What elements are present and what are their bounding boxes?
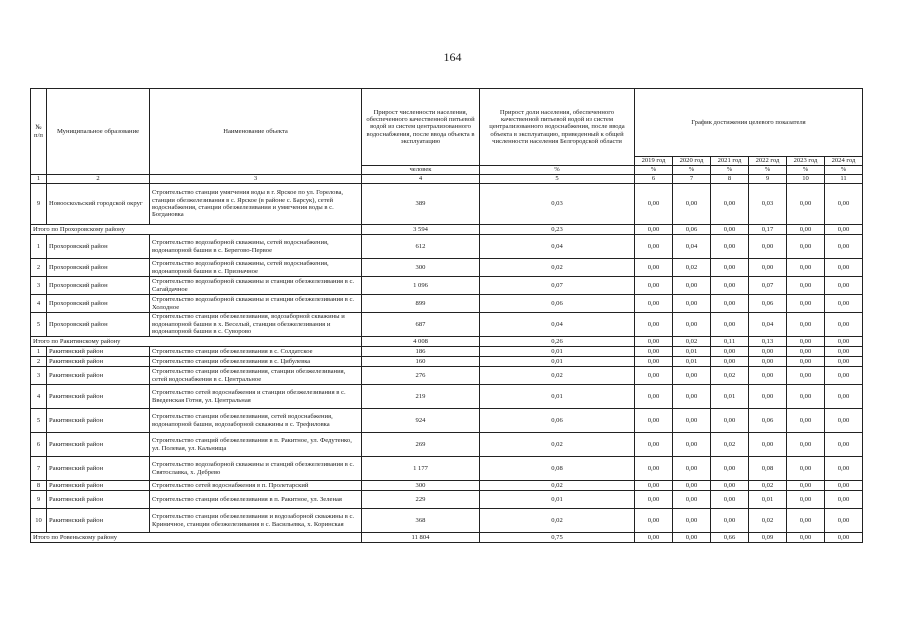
row-year-value: 0,00 xyxy=(825,259,863,277)
row-year-value: 0,00 xyxy=(787,367,825,385)
row-number: 7 xyxy=(31,457,47,481)
row-year-value: 0,00 xyxy=(673,457,711,481)
row-share-growth: 0,04 xyxy=(480,235,635,259)
table-row xyxy=(31,295,863,313)
row-object-name: Строительство сетей водоснабжения и станции обезжелезивания в с. Введенская Готня, ул. Центральная xyxy=(150,385,362,409)
row-year-value: 0,00 xyxy=(635,295,673,313)
row-population-growth: 276 xyxy=(362,367,480,385)
row-population-growth: 269 xyxy=(362,433,480,457)
row-share-growth: 0,01 xyxy=(480,385,635,409)
row-year-value: 0,00 xyxy=(635,491,673,509)
row-year-value: 0,00 xyxy=(673,385,711,409)
table-row xyxy=(31,235,863,259)
row-number: 5 xyxy=(31,409,47,433)
row-year-value: 0,00 xyxy=(825,225,863,235)
header-year-unit: % xyxy=(673,166,711,175)
row-municipality: Ракитянский район xyxy=(47,433,150,457)
row-municipality: Ракитянский район xyxy=(47,509,150,533)
row-year-value: 0,00 xyxy=(825,481,863,491)
row-year-value: 0,00 xyxy=(749,367,787,385)
row-object-name: Строительство станции обезжелезивания и водозаборной скважины в с. Криничное, станции обезжелезивания в с. Васильевка, х. Коринская xyxy=(150,509,362,533)
row-year-value: 0,00 xyxy=(825,533,863,543)
row-population-growth: 11 804 xyxy=(362,533,480,543)
row-share-growth: 0,02 xyxy=(480,481,635,491)
row-year-value: 0,04 xyxy=(749,313,787,337)
row-year-value: 0,00 xyxy=(635,225,673,235)
row-year-value: 0,01 xyxy=(711,385,749,409)
header-share-growth: Прирост доли населения, обеспеченного качественной питьевой водой из систем централизованного водоснабжения, после ввода объекта в эксплуатацию, приведенный к общей численности населения Белгородской области xyxy=(480,89,635,166)
row-year-value: 0,02 xyxy=(749,509,787,533)
row-population-growth: 1 177 xyxy=(362,457,480,481)
row-year-value: 0,00 xyxy=(825,337,863,347)
row-year-value: 0,00 xyxy=(711,184,749,225)
header-year-unit: % xyxy=(825,166,863,175)
row-year-value: 0,03 xyxy=(749,184,787,225)
row-share-growth: 0,01 xyxy=(480,491,635,509)
row-population-growth: 4 008 xyxy=(362,337,480,347)
row-year-value: 0,00 xyxy=(635,457,673,481)
row-object-name: Строительство станции обезжелезивания в с. Солдатское xyxy=(150,347,362,357)
row-year-value: 0,00 xyxy=(749,259,787,277)
header-col-number: 6 xyxy=(635,175,673,184)
header-year: 2024 год xyxy=(825,157,863,166)
row-number: 5 xyxy=(31,313,47,337)
row-object-name: Строительство станций обезжелезивания в п. Ракитное, ул. Федутенко, ул. Полевая, ул. Кальнища xyxy=(150,433,362,457)
row-population-growth: 924 xyxy=(362,409,480,433)
row-year-value: 0,00 xyxy=(787,533,825,543)
row-year-value: 0,00 xyxy=(825,409,863,433)
row-municipality: Ракитянский район xyxy=(47,357,150,367)
row-share-growth: 0,23 xyxy=(480,225,635,235)
table-row xyxy=(31,313,863,337)
header-object-name: Наименование объекта xyxy=(150,89,362,175)
row-share-growth: 0,06 xyxy=(480,295,635,313)
row-municipality: Прохоровский район xyxy=(47,277,150,295)
row-year-value: 0,00 xyxy=(711,509,749,533)
row-share-growth: 0,75 xyxy=(480,533,635,543)
table-total-row xyxy=(31,225,863,235)
table-row xyxy=(31,481,863,491)
table-row xyxy=(31,357,863,367)
row-number: 2 xyxy=(31,259,47,277)
row-year-value: 0,00 xyxy=(711,277,749,295)
row-share-growth: 0,01 xyxy=(480,347,635,357)
header-year: 2020 год xyxy=(673,157,711,166)
row-share-growth: 0,02 xyxy=(480,367,635,385)
row-share-growth: 0,07 xyxy=(480,277,635,295)
row-object-name: Строительство водозаборной скважины, сетей водоснабжения, водонапорной башни в с. Берегово-Первое xyxy=(150,235,362,259)
row-year-value: 0,00 xyxy=(711,457,749,481)
row-year-value: 0,00 xyxy=(635,184,673,225)
header-year-unit: % xyxy=(635,166,673,175)
row-year-value: 0,02 xyxy=(673,337,711,347)
row-year-value: 0,00 xyxy=(825,184,863,225)
table-row xyxy=(31,385,863,409)
table-row xyxy=(31,509,863,533)
row-number: 9 xyxy=(31,184,47,225)
header-year-unit: % xyxy=(787,166,825,175)
header-population-growth: Прирост численности населения, обеспеченного качественной питьевой водой из систем централизованного водоснабжения, после ввода объекта в эксплуатацию xyxy=(362,89,480,166)
row-municipality: Ракитянский район xyxy=(47,457,150,481)
row-year-value: 0,00 xyxy=(711,235,749,259)
row-year-value: 0,00 xyxy=(711,295,749,313)
header-col-number: 10 xyxy=(787,175,825,184)
header-year: 2021 год xyxy=(711,157,749,166)
row-year-value: 0,00 xyxy=(787,225,825,235)
table-row xyxy=(31,491,863,509)
row-year-value: 0,02 xyxy=(711,367,749,385)
row-year-value: 0,00 xyxy=(787,509,825,533)
row-share-growth: 0,08 xyxy=(480,457,635,481)
row-municipality: Прохоровский район xyxy=(47,259,150,277)
row-year-value: 0,00 xyxy=(825,491,863,509)
row-object-name: Строительство станции умягчения воды в г. Ярское по ул. Горелова, станции обезжелезивания в с. Ярское (в районе с. Барсук), сетей водоснабжения, станции обезжелезивания и умягчения воды в с. Богдановка xyxy=(150,184,362,225)
row-object-name: Строительство станции обезжелезивания, сетей водоснабжения, водонапорной башни, водозаборной скважины в с. Трефиловка xyxy=(150,409,362,433)
header-year: 2023 год xyxy=(787,157,825,166)
row-number: 1 xyxy=(31,347,47,357)
row-year-value: 0,11 xyxy=(711,337,749,347)
target-indicator-table xyxy=(30,88,863,543)
row-number: 9 xyxy=(31,491,47,509)
row-year-value: 0,02 xyxy=(711,433,749,457)
row-year-value: 0,00 xyxy=(787,433,825,457)
row-year-value: 0,00 xyxy=(787,184,825,225)
row-object-name: Строительство станции обезжелезивания, станции обезжелезивания, сетей водоснабжения в с. Центральное xyxy=(150,367,362,385)
row-object-name: Строительство станции обезжелезивания в п. Ракитное, ул. Зеленая xyxy=(150,491,362,509)
row-year-value: 0,17 xyxy=(749,225,787,235)
row-year-value: 0,00 xyxy=(787,337,825,347)
row-year-value: 0,00 xyxy=(825,457,863,481)
header-col-number: 1 xyxy=(31,175,47,184)
row-number: 1 xyxy=(31,235,47,259)
row-year-value: 0,00 xyxy=(749,235,787,259)
row-year-value: 0,01 xyxy=(673,347,711,357)
header-col-number: 3 xyxy=(150,175,362,184)
row-municipality: Прохоровский район xyxy=(47,235,150,259)
row-year-value: 0,00 xyxy=(787,481,825,491)
row-population-growth: 899 xyxy=(362,295,480,313)
row-object-name: Строительство сетей водоснабжения в п. Пролетарский xyxy=(150,481,362,491)
header-unit-people: человек xyxy=(362,166,480,175)
row-year-value: 0,00 xyxy=(787,491,825,509)
header-col-number: 2 xyxy=(47,175,150,184)
row-year-value: 0,00 xyxy=(673,491,711,509)
row-year-value: 0,00 xyxy=(749,357,787,367)
row-year-value: 0,00 xyxy=(711,357,749,367)
row-year-value: 0,00 xyxy=(711,481,749,491)
row-population-growth: 612 xyxy=(362,235,480,259)
row-population-growth: 219 xyxy=(362,385,480,409)
row-year-value: 0,00 xyxy=(825,347,863,357)
row-year-value: 0,04 xyxy=(673,235,711,259)
row-object-name: Строительство станции обезжелезивания в с. Цибулевка xyxy=(150,357,362,367)
row-municipality: Ракитянский район xyxy=(47,367,150,385)
row-year-value: 0,00 xyxy=(787,385,825,409)
row-share-growth: 0,02 xyxy=(480,509,635,533)
row-year-value: 0,00 xyxy=(711,347,749,357)
row-year-value: 0,00 xyxy=(635,367,673,385)
row-object-name: Строительство станции обезжелезивания, водозаборной скважины и водонапорной башни в х. Веселый, станции обезжелезивания и водонапорной башни в с. Суворово xyxy=(150,313,362,337)
row-population-growth: 3 594 xyxy=(362,225,480,235)
row-number: 3 xyxy=(31,277,47,295)
table-row xyxy=(31,259,863,277)
table-row xyxy=(31,367,863,385)
row-year-value: 0,00 xyxy=(825,433,863,457)
row-year-value: 0,00 xyxy=(787,295,825,313)
row-year-value: 0,13 xyxy=(749,337,787,347)
row-share-growth: 0,04 xyxy=(480,313,635,337)
row-year-value: 0,00 xyxy=(825,277,863,295)
header-year-unit: % xyxy=(711,166,749,175)
table-total-row xyxy=(31,337,863,347)
row-year-value: 0,00 xyxy=(673,481,711,491)
row-year-value: 0,00 xyxy=(673,367,711,385)
row-year-value: 0,00 xyxy=(825,385,863,409)
row-year-value: 0,00 xyxy=(673,313,711,337)
row-population-growth: 160 xyxy=(362,357,480,367)
row-year-value: 0,00 xyxy=(673,509,711,533)
header-year: 2022 год xyxy=(749,157,787,166)
row-year-value: 0,00 xyxy=(711,491,749,509)
table-row xyxy=(31,277,863,295)
header-municipality: Муниципальное образование xyxy=(47,89,150,175)
row-share-growth: 0,03 xyxy=(480,184,635,225)
row-municipality: Прохоровский район xyxy=(47,295,150,313)
row-year-value: 0,00 xyxy=(635,337,673,347)
row-municipality: Прохоровский район xyxy=(47,313,150,337)
row-municipality: Ракитянский район xyxy=(47,491,150,509)
row-year-value: 0,00 xyxy=(787,457,825,481)
row-year-value: 0,00 xyxy=(711,259,749,277)
row-year-value: 0,00 xyxy=(787,313,825,337)
row-population-growth: 229 xyxy=(362,491,480,509)
row-year-value: 0,00 xyxy=(673,277,711,295)
row-year-value: 0,00 xyxy=(749,385,787,409)
row-year-value: 0,00 xyxy=(635,313,673,337)
row-object-name: Строительство водозаборной скважины и станции обезжелезивания в с. Холодное xyxy=(150,295,362,313)
row-number: 6 xyxy=(31,433,47,457)
row-year-value: 0,00 xyxy=(749,433,787,457)
total-label: Итого по Ровеньскому району xyxy=(31,533,362,543)
header-unit-percent: % xyxy=(480,166,635,175)
header-col-number: 5 xyxy=(480,175,635,184)
row-year-value: 0,00 xyxy=(825,295,863,313)
row-year-value: 0,00 xyxy=(635,259,673,277)
row-object-name: Строительство водозаборной скважины и станции обезжелезивания в с. Сагайдачное xyxy=(150,277,362,295)
row-year-value: 0,00 xyxy=(711,225,749,235)
row-year-value: 0,00 xyxy=(825,367,863,385)
row-year-value: 0,00 xyxy=(635,357,673,367)
row-year-value: 0,00 xyxy=(635,235,673,259)
header-num: № п/п xyxy=(31,89,47,175)
row-year-value: 0,06 xyxy=(749,409,787,433)
row-year-value: 0,00 xyxy=(635,277,673,295)
header-year-unit: % xyxy=(749,166,787,175)
row-number: 4 xyxy=(31,385,47,409)
row-share-growth: 0,26 xyxy=(480,337,635,347)
header-year: 2019 год xyxy=(635,157,673,166)
row-year-value: 0,07 xyxy=(749,277,787,295)
row-year-value: 0,09 xyxy=(749,533,787,543)
row-year-value: 0,00 xyxy=(635,481,673,491)
row-year-value: 0,00 xyxy=(787,277,825,295)
row-year-value: 0,06 xyxy=(749,295,787,313)
table-row xyxy=(31,433,863,457)
row-population-growth: 368 xyxy=(362,509,480,533)
table-row xyxy=(31,184,863,225)
row-share-growth: 0,02 xyxy=(480,433,635,457)
row-municipality: Ракитянский район xyxy=(47,347,150,357)
row-year-value: 0,00 xyxy=(711,409,749,433)
row-year-value: 0,66 xyxy=(711,533,749,543)
row-number: 10 xyxy=(31,509,47,533)
row-year-value: 0,00 xyxy=(635,509,673,533)
row-year-value: 0,02 xyxy=(749,481,787,491)
row-year-value: 0,00 xyxy=(673,295,711,313)
header-col-number: 7 xyxy=(673,175,711,184)
row-year-value: 0,00 xyxy=(711,313,749,337)
row-share-growth: 0,06 xyxy=(480,409,635,433)
header-col-number: 4 xyxy=(362,175,480,184)
row-year-value: 0,00 xyxy=(749,347,787,357)
row-year-value: 0,00 xyxy=(635,433,673,457)
row-population-growth: 300 xyxy=(362,259,480,277)
table-total-row xyxy=(31,533,863,543)
row-number: 8 xyxy=(31,481,47,491)
row-year-value: 0,00 xyxy=(787,259,825,277)
row-year-value: 0,00 xyxy=(825,235,863,259)
row-year-value: 0,06 xyxy=(673,225,711,235)
row-year-value: 0,00 xyxy=(635,533,673,543)
row-municipality: Ракитянский район xyxy=(47,385,150,409)
row-year-value: 0,00 xyxy=(825,509,863,533)
row-year-value: 0,00 xyxy=(635,409,673,433)
row-share-growth: 0,01 xyxy=(480,357,635,367)
header-col-number: 11 xyxy=(825,175,863,184)
total-label: Итого по Ракитянскому району xyxy=(31,337,362,347)
row-year-value: 0,00 xyxy=(787,357,825,367)
page-number: 164 xyxy=(443,50,462,64)
row-year-value: 0,00 xyxy=(825,357,863,367)
row-year-value: 0,00 xyxy=(673,409,711,433)
table-row xyxy=(31,347,863,357)
row-number: 2 xyxy=(31,357,47,367)
row-municipality: Ракитянский район xyxy=(47,481,150,491)
header-col-number: 9 xyxy=(749,175,787,184)
row-object-name: Строительство водозаборной скважины, сетей водоснабжения, водонапорной башни в с. Призначное xyxy=(150,259,362,277)
row-year-value: 0,00 xyxy=(673,184,711,225)
row-number: 3 xyxy=(31,367,47,385)
row-year-value: 0,00 xyxy=(673,533,711,543)
row-year-value: 0,00 xyxy=(787,235,825,259)
row-municipality: Ракитянский район xyxy=(47,409,150,433)
row-population-growth: 300 xyxy=(362,481,480,491)
row-population-growth: 687 xyxy=(362,313,480,337)
row-population-growth: 1 096 xyxy=(362,277,480,295)
row-population-growth: 389 xyxy=(362,184,480,225)
table-row xyxy=(31,457,863,481)
row-year-value: 0,02 xyxy=(673,259,711,277)
row-municipality: Новооскольский городской округ xyxy=(47,184,150,225)
row-object-name: Строительство водозаборной скважины и станций обезжелезивания в с. Святославка, х. Дебрево xyxy=(150,457,362,481)
row-year-value: 0,08 xyxy=(749,457,787,481)
row-year-value: 0,00 xyxy=(635,385,673,409)
row-share-growth: 0,02 xyxy=(480,259,635,277)
total-label: Итого по Прохоровскому району xyxy=(31,225,362,235)
row-year-value: 0,00 xyxy=(787,409,825,433)
table-row xyxy=(31,409,863,433)
header-schedule: График достижения целевого показателя xyxy=(635,89,863,157)
row-year-value: 0,01 xyxy=(673,357,711,367)
row-year-value: 0,00 xyxy=(673,433,711,457)
row-year-value: 0,00 xyxy=(787,347,825,357)
row-year-value: 0,01 xyxy=(749,491,787,509)
row-year-value: 0,00 xyxy=(825,313,863,337)
row-population-growth: 186 xyxy=(362,347,480,357)
header-col-number: 8 xyxy=(711,175,749,184)
row-number: 4 xyxy=(31,295,47,313)
row-year-value: 0,00 xyxy=(635,347,673,357)
